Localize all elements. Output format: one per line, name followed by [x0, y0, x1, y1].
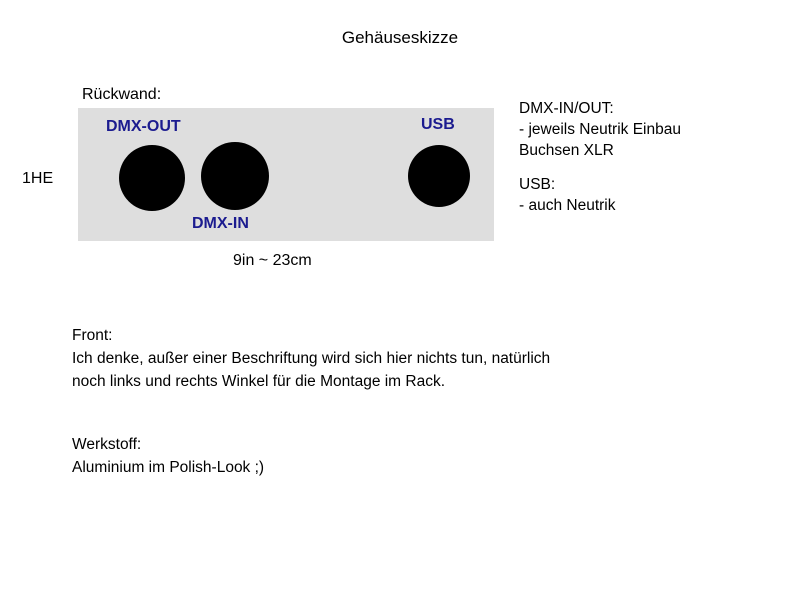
front-notes-heading: Front: — [72, 327, 113, 344]
dmx-notes-line-2: Buchsen XLR — [519, 142, 614, 159]
panel-height-label: 1HE — [22, 170, 54, 187]
connector-label-dmx-out: DMX-OUT — [106, 118, 181, 135]
front-notes-block — [72, 324, 792, 393]
connector-hole-dmx-out — [119, 145, 185, 211]
page-title: Gehäuseskizze — [341, 28, 459, 47]
front-notes-line-2: noch links und rechts Winkel für die Montage im Rack. — [72, 373, 446, 390]
connector-hole-dmx-in — [201, 142, 269, 210]
panel-width-label: 9in ~ 23cm — [233, 252, 312, 269]
rear-panel-caption: Rückwand: — [82, 86, 162, 103]
usb-notes-line-1: - auch Neutrik — [519, 197, 616, 214]
usb-notes-heading: USB: — [519, 176, 556, 193]
material-notes-heading: Werkstoff: — [72, 436, 142, 453]
dmx-notes-line-1: - jeweils Neutrik Einbau — [519, 121, 681, 138]
dmx-notes-heading: DMX-IN/OUT: — [519, 100, 614, 117]
front-notes-line-1: Ich denke, außer einer Beschriftung wird sich hier nichts tun, natürlich — [72, 350, 551, 367]
material-notes-block — [72, 433, 792, 479]
notes-spacer — [519, 161, 681, 174]
connector-notes-block — [519, 98, 681, 216]
connector-label-usb: USB — [421, 116, 455, 133]
connector-hole-usb — [408, 145, 470, 207]
connector-label-dmx-in: DMX-IN — [192, 215, 249, 232]
material-notes-line-1: Aluminium im Polish-Look ;) — [72, 459, 265, 476]
